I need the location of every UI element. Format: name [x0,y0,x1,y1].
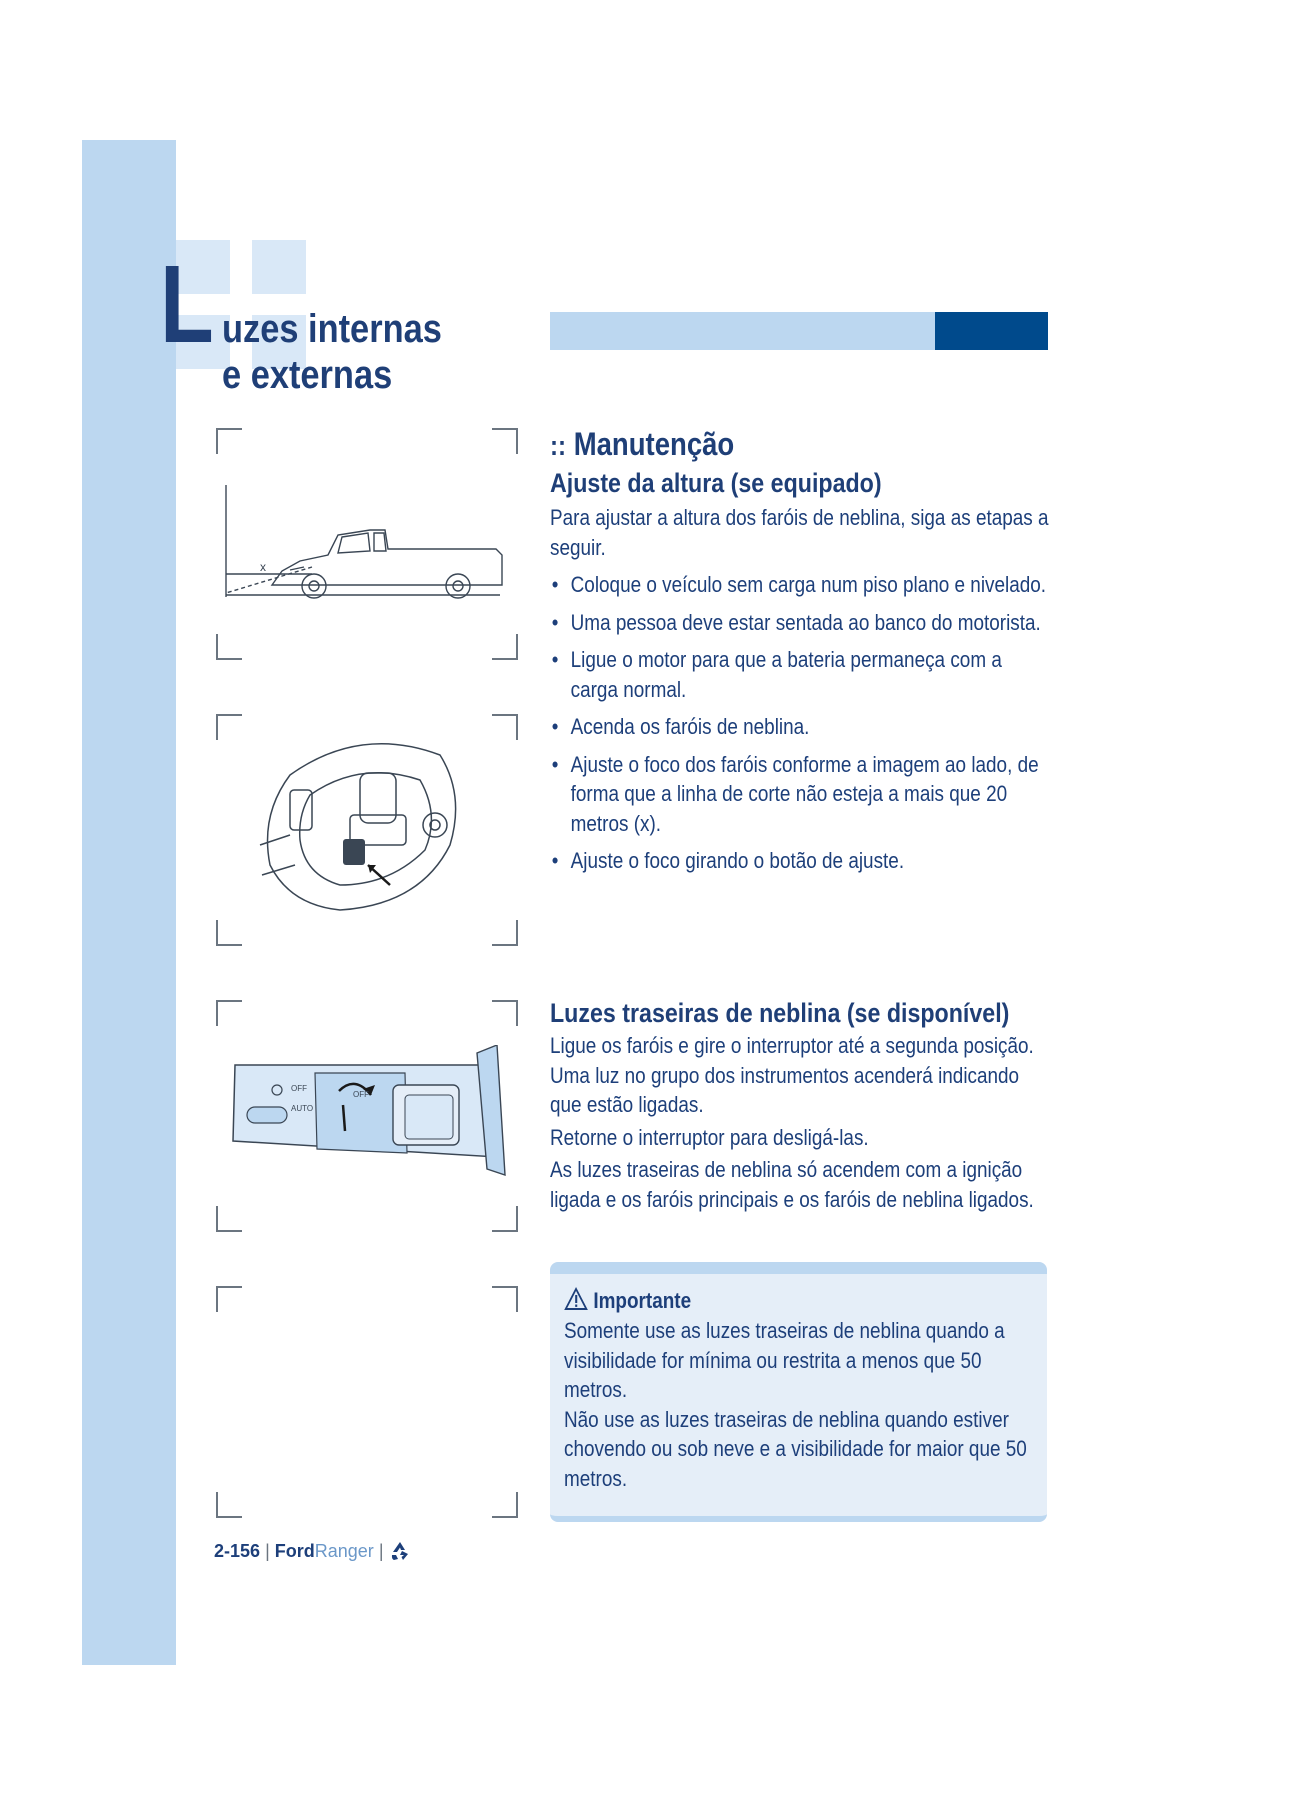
frame-corner [492,634,518,660]
rear-fog-paragraph: Retorne o interruptor para desligá-las. [550,1124,869,1150]
section-title-text: Manutenção [573,426,735,462]
height-adjust-body [550,503,1053,876]
frame-corner [216,1492,242,1518]
chapter-title [222,306,442,398]
frame-corner [492,428,518,454]
footer-brand: Ford [274,1541,315,1561]
page-number: 2-156 [214,1541,261,1561]
truck-fog-light-illustration [220,475,510,605]
distance-label: x [260,560,266,574]
page-footer [214,1540,411,1562]
header-bar-accent [935,312,1048,350]
rear-fog-paragraph: As luzes traseiras de neblina só acendem com a ignição ligada e os faróis principais e os faróis de neblina ligados. [550,1157,1034,1212]
header-bar [550,312,935,350]
list-item: • Coloque o veículo sem carga num piso plano e nivelado. [550,570,1053,600]
rear-fog-section [550,998,1050,1214]
frame-corner [492,1000,518,1026]
height-adjust-section [550,468,1050,884]
important-text2: Não use as luzes traseiras de neblina quando estiver chovendo ou sob neve e a visibilidade for maior que 50 metros. [564,1406,1027,1491]
frame-corner [492,1492,518,1518]
light-switch-illustration [225,1045,510,1180]
switch-label-off: OFF [291,1084,307,1093]
list-item: • Acenda os faróis de neblina. [550,712,1053,742]
switch-label-auto: AUTO [291,1104,314,1113]
list-item: • Ajuste o foco dos faróis conforme a imagem ao lado, de forma que a linha de corte não esteja a mais que 20 metros (x). [550,750,1053,839]
important-title: Importante [593,1288,692,1313]
height-adjust-steps [550,570,1053,876]
footer-separator: | [378,1541,384,1561]
rear-fog-title: Luzes traseiras de neblina (se disponível) [550,998,1010,1028]
important-header [564,1286,1046,1316]
frame-corner [216,634,242,660]
recycle-icon [389,1540,411,1562]
section-title [550,426,980,463]
important-callout [550,1262,1047,1522]
frame-corner [216,1286,242,1312]
rear-fog-body [550,1031,1053,1214]
chapter-title-line2: e externas [222,353,393,397]
rear-fog-paragraph: Ligue os faróis e gire o interruptor até a segunda posição. Uma luz no grupo dos instrumentos acenderá indicando que estão ligadas. [550,1033,1034,1117]
switch-label-off2: OFF [353,1090,369,1099]
footer-model: Ranger [314,1541,374,1561]
decor-square [252,240,306,294]
frame-corner [216,920,242,946]
frame-corner [492,920,518,946]
frame-corner [492,1206,518,1232]
frame-corner [216,428,242,454]
height-adjust-intro: Para ajustar a altura dos faróis de neblina, siga as etapas a seguir. [550,505,1049,560]
frame-corner [492,1286,518,1312]
section-marker: :: [550,430,567,461]
important-text1: Somente use as luzes traseiras de neblina quando a visibilidade for mínima ou restrita a menos que 50 metros. [564,1318,1005,1402]
footer-separator: | [265,1541,270,1561]
height-adjust-title: Ajuste da altura (se equipado) [550,468,882,498]
warning-triangle-icon [564,1287,588,1311]
frame-corner [492,714,518,740]
list-item: • Uma pessoa deve estar sentada ao banco do motorista. [550,608,1053,638]
frame-corner [216,1000,242,1026]
side-band [82,140,176,1665]
chapter-initial: L [160,243,214,366]
list-item: • Ligue o motor para que a bateria permaneça com a carga normal. [550,645,1053,704]
maintenance-section [550,426,1050,463]
frame-corner [216,714,242,740]
list-item: • Ajuste o foco girando o botão de ajuste. [550,846,1053,876]
chapter-title-line1: uzes internas [222,307,442,351]
fog-lamp-adjuster-illustration [250,735,480,920]
frame-corner [216,1206,242,1232]
